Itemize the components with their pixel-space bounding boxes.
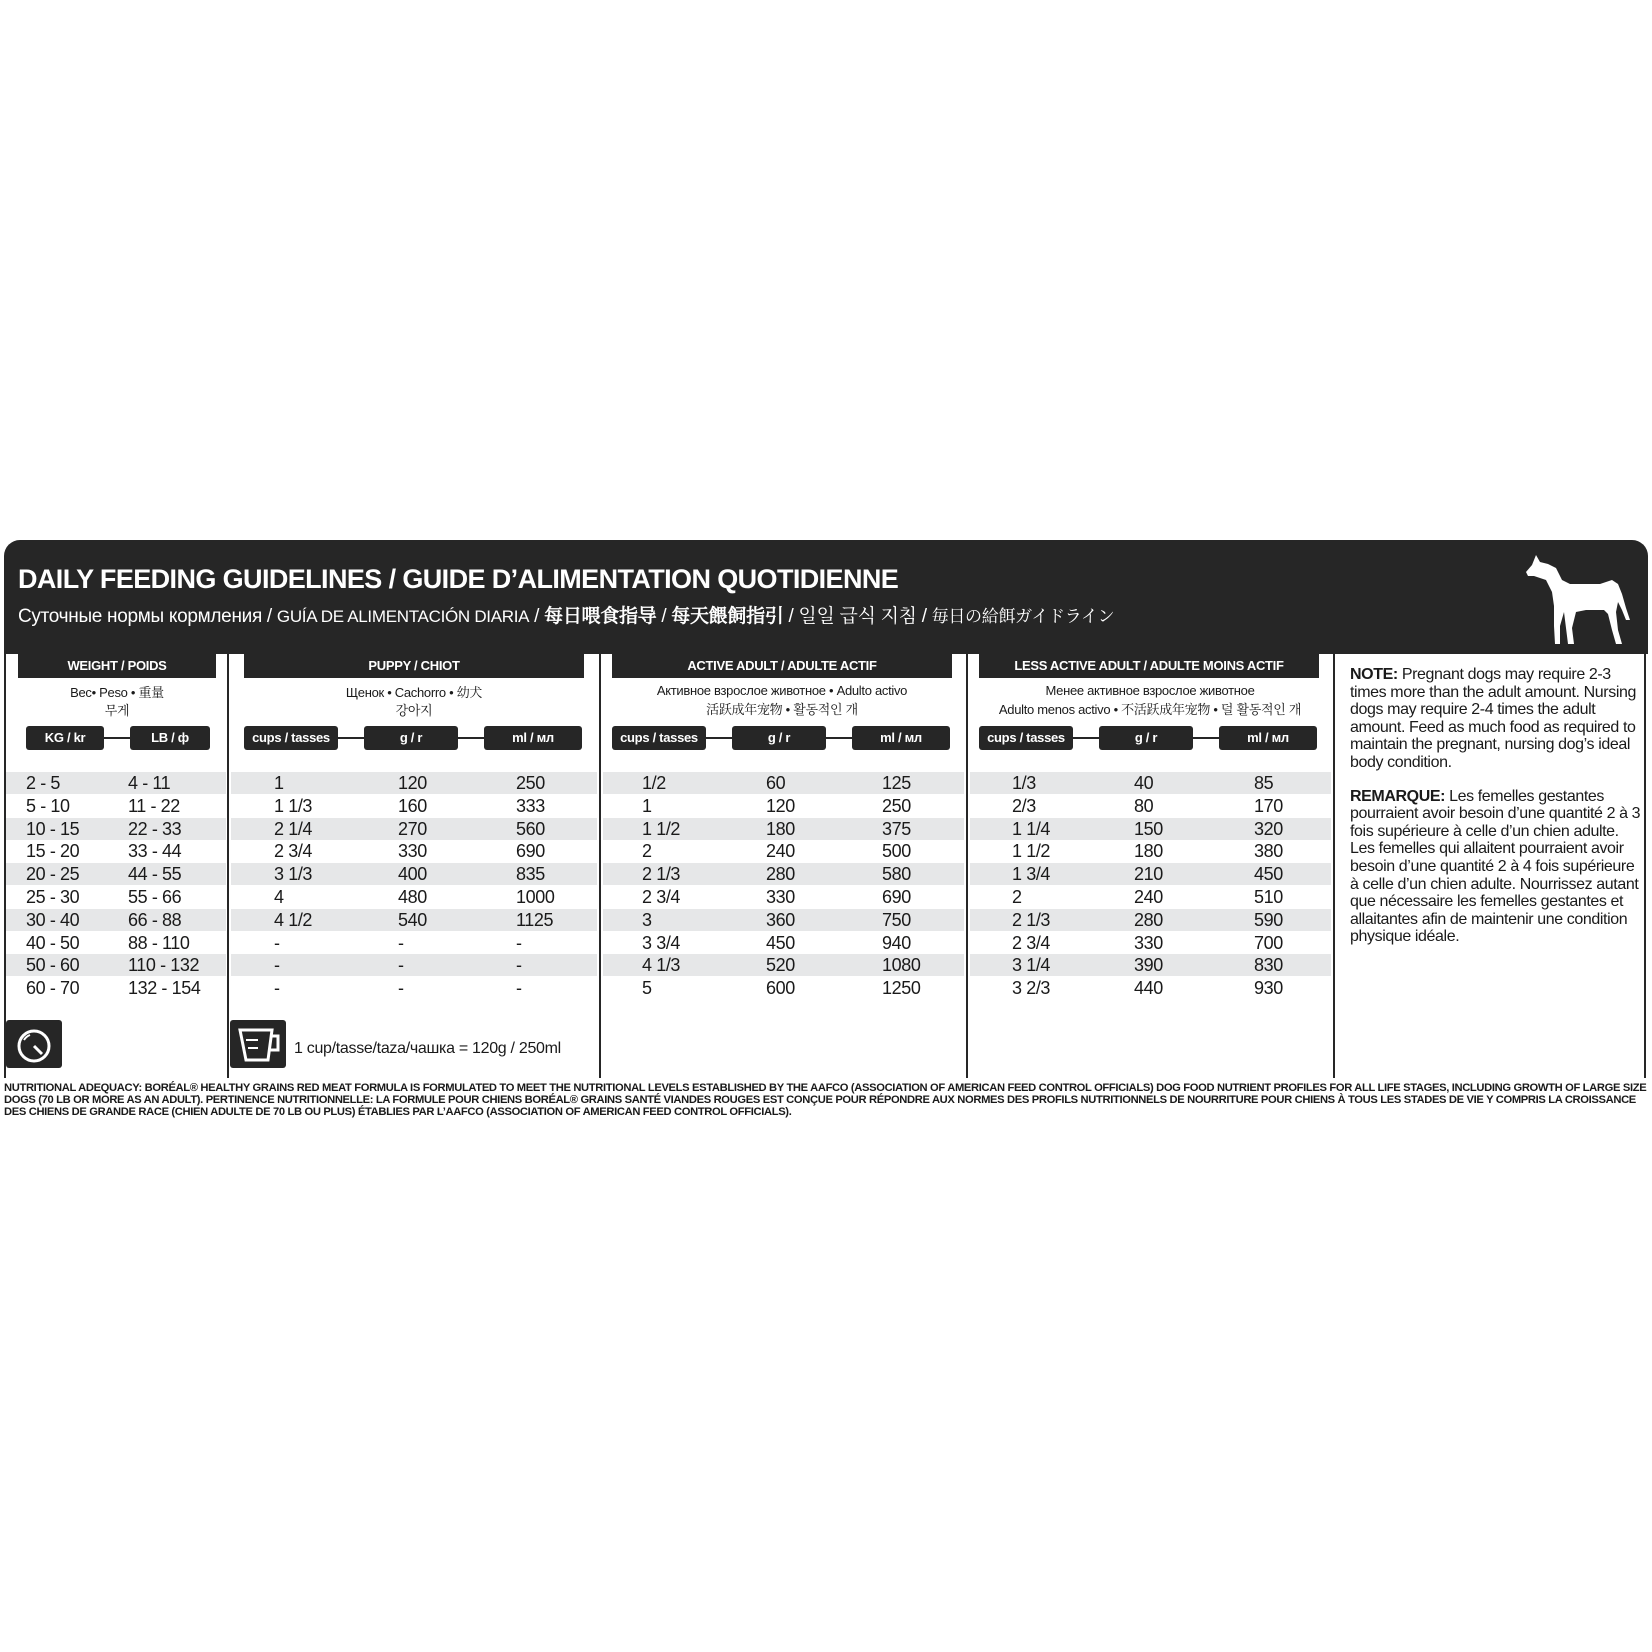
table-cell-lg: 180 xyxy=(1134,841,1163,862)
table-cell-ac: 3 xyxy=(642,909,652,930)
table-cell-lb: 55 - 66 xyxy=(128,887,182,907)
table-cell-lm: 450 xyxy=(1254,864,1283,885)
table-cell-pc: 3 1/3 xyxy=(274,864,313,885)
table-cell-pm: - xyxy=(516,932,522,953)
table-cell-pg: - xyxy=(398,932,404,953)
note-en-label: NOTE: xyxy=(1350,666,1398,683)
table-cell-kg: 30 - 40 xyxy=(26,909,80,930)
table-cell-lg: 80 xyxy=(1134,795,1154,816)
puppy-subtitle-ko: 강아지 xyxy=(395,703,433,718)
note-fr-label: REMARQUE: xyxy=(1350,787,1446,805)
table-cell-lb: 132 - 154 xyxy=(128,978,201,999)
subtitle-zh-tw: 每天餵飼指引 xyxy=(671,606,784,627)
table-cell-pc: - xyxy=(274,932,280,953)
table-cell-lg: 240 xyxy=(1134,887,1163,907)
table-cell-lg: 40 xyxy=(1134,773,1154,793)
table-cell-pg: 480 xyxy=(398,887,427,907)
separator: / xyxy=(783,606,799,627)
table-cell-pg: 330 xyxy=(398,841,427,862)
table-cell-pc: 4 1/2 xyxy=(274,909,313,930)
subtitle-ja: 毎日の給餌ガイドライン xyxy=(931,607,1115,626)
table-cell-kg: 40 - 50 xyxy=(26,932,80,953)
table-body xyxy=(4,654,1648,1078)
note-fr-text: Les femelles gestantes pourraient avoir besoin d’une quantité 2 à 3 fois supérieure à celle d’un chien adulte. Les femelles qui allaitent pourraient avoir besoin d’une quantité 2 à 4 fois supérieure à celle d’un chien adulte. Nourrissez autant que nécessaire les femelles gestantes et allaitantes afin de maintenir une condition physique idéale. xyxy=(1350,787,1641,946)
table-cell-pc: 1 1/3 xyxy=(274,795,313,816)
table-cell-kg: 50 - 60 xyxy=(26,955,80,976)
table-cell-am: 500 xyxy=(882,841,911,862)
table-cell-pm: 250 xyxy=(516,773,545,793)
active-subtitle-2: 活跃成年宠物 • 활동적인 개 xyxy=(706,702,858,717)
active-col-cups: cups / tasses xyxy=(612,726,706,750)
table-cell-lm: 700 xyxy=(1254,932,1283,953)
note-en-text: Pregnant dogs may require 2-3 times more than the adult amount. Nursing dogs may require 2-4 times the adult amount. Feed as much food as required to maintain the pregnant, nursing dog’s ideal body condition. xyxy=(1350,666,1636,771)
table-cell-pg: 270 xyxy=(398,818,427,839)
nutritional-adequacy-statement: NUTRITIONAL ADEQUACY: BORÉAL® HEALTHY GRAINS RED MEAT FORMULA IS FORMULATED TO MEET THE NUTRITIONAL LEVELS ESTABLISHED BY THE AAFCO (ASSOCIATION OF AMERICAN FEED CONTROL OFFICIALS) DOG FOOD NUTRIENT PROFILES FOR ALL LIFE STAGES, INCLUDING GROWTH OF LARGE SIZE DOGS (70 LB OR MORE AS AN ADULT). PERTINENCE NUTRITIONNELLE: LA FORMULE POUR CHIENS BORÉAL® GRAINS SANTÉ VIANDES ROUGES EST CONÇUE POUR RÉPONDRE AUX NORMES DES PROFILS NUTRITIONNELS DE NOURRITURE POUR CHIENS À TOUS LES STADES DE VIE Y COMPRIS LA CROISSANCE DES CHIENS DE GRANDE RACE (CHIEN ADULTE DE 70 LB OU PLUS) ÉTABLIES PAR L’AAFCO (ASSOCIATION OF AMERICAN FEED CONTROL OFFICIALS). xyxy=(4,1082,1647,1119)
table-cell-pg: - xyxy=(398,978,404,999)
note-block xyxy=(1350,666,1644,962)
table-cell-lb: 44 - 55 xyxy=(128,864,182,885)
separator: / xyxy=(916,606,932,627)
table-cell-lb: 22 - 33 xyxy=(128,818,182,839)
table-cell-lm: 320 xyxy=(1254,818,1283,839)
table-cell-ag: 360 xyxy=(766,909,795,930)
page-title: DAILY FEEDING GUIDELINES / GUIDE D’ALIMENTATION QUOTIDIENNE xyxy=(18,564,899,594)
table-cell-pg: - xyxy=(398,955,404,976)
table-cell-pg: 120 xyxy=(398,773,427,793)
table-cell-ag: 120 xyxy=(766,795,795,816)
table-cell-lm: 830 xyxy=(1254,955,1283,976)
table-cell-lm: 510 xyxy=(1254,887,1283,907)
puppy-col-ml: ml / мл xyxy=(484,726,582,750)
table-cell-lg: 330 xyxy=(1134,932,1163,953)
table-cell-lg: 150 xyxy=(1134,818,1163,839)
table-cell-kg: 2 - 5 xyxy=(26,773,61,793)
table-cell-pc: 2 1/4 xyxy=(274,818,313,839)
puppy-col-cups: cups / tasses xyxy=(244,726,338,750)
table-cell-kg: 60 - 70 xyxy=(26,978,80,999)
table-cell-ag: 600 xyxy=(766,978,795,999)
table-cell-pm: 333 xyxy=(516,795,545,816)
table-cell-am: 125 xyxy=(882,773,911,793)
less-active-section-title: LESS ACTIVE ADULT / ADULTE MOINS ACTIF xyxy=(979,654,1319,678)
table-cell-pm: 560 xyxy=(516,818,545,839)
table-cell-lc: 1 1/4 xyxy=(1012,818,1051,839)
table-cell-kg: 5 - 10 xyxy=(26,795,70,816)
subtitle-translations xyxy=(18,601,1114,628)
table-cell-pc: 1 xyxy=(274,773,284,793)
table-cell-am: 580 xyxy=(882,864,911,885)
table-cell-pc: 2 3/4 xyxy=(274,841,313,862)
feeding-guidelines-panel xyxy=(4,540,1648,1078)
note-en xyxy=(1350,666,1644,772)
frame-right xyxy=(1644,654,1646,1078)
separator: / xyxy=(261,606,277,627)
table-cell-ag: 450 xyxy=(766,932,795,953)
col-kg: KG / kr xyxy=(26,726,104,750)
table-cell-pg: 400 xyxy=(398,864,427,885)
table-cell-lc: 2/3 xyxy=(1012,795,1036,816)
separator: / xyxy=(529,606,545,627)
table-cell-am: 250 xyxy=(882,795,911,816)
table-cell-lc: 2 3/4 xyxy=(1012,932,1051,953)
subtitle-ru: Суточные нормы кормления xyxy=(18,606,262,627)
measuring-cup-icon xyxy=(230,1020,286,1068)
table-cell-pc: 4 xyxy=(274,887,284,907)
table-cell-lc: 1 3/4 xyxy=(1012,864,1051,885)
puppy-col-g: g / r xyxy=(364,726,458,750)
active-col-ml: ml / мл xyxy=(852,726,950,750)
table-cell-am: 750 xyxy=(882,909,911,930)
table-cell-lb: 110 - 132 xyxy=(128,955,200,976)
table-cell-am: 1080 xyxy=(882,955,921,976)
less-active-col-g: g / r xyxy=(1099,726,1193,750)
cup-conversion-note: 1 cup/tasse/taza/чашка = 120g / 250ml xyxy=(294,1040,561,1057)
frame-divider xyxy=(227,654,229,1078)
table-cell-ag: 60 xyxy=(766,773,786,793)
less-active-col-cups: cups / tasses xyxy=(979,726,1073,750)
table-cell-pg: 540 xyxy=(398,909,427,930)
table-cell-am: 375 xyxy=(882,818,911,839)
table-cell-lb: 66 - 88 xyxy=(128,909,182,930)
separator: / xyxy=(656,606,672,627)
table-cell-lg: 390 xyxy=(1134,955,1163,976)
subtitle-ko: 일일 급식 지침 xyxy=(798,606,917,627)
table-cell-lb: 4 - 11 xyxy=(128,773,171,793)
table-cell-lm: 170 xyxy=(1254,795,1283,816)
table-cell-ac: 1/2 xyxy=(642,773,666,793)
dog-silhouette-icon xyxy=(1522,550,1632,650)
subtitle-es: GUÍA DE ALIMENTACIÓN DIARIA xyxy=(276,607,530,626)
table-cell-pm: 1125 xyxy=(516,909,554,930)
table-cell-pm: 1000 xyxy=(516,887,555,907)
table-cell-lc: 1 1/2 xyxy=(1012,841,1051,862)
table-cell-am: 1250 xyxy=(882,978,921,999)
weight-subtitle-ko: 무게 xyxy=(104,703,130,718)
puppy-section-title: PUPPY / CHIOT xyxy=(244,654,584,678)
table-cell-am: 940 xyxy=(882,932,911,953)
table-cell-ag: 280 xyxy=(766,864,795,885)
table-cell-lc: 2 1/3 xyxy=(1012,909,1051,930)
active-col-g: g / r xyxy=(732,726,826,750)
table-cell-kg: 20 - 25 xyxy=(26,864,80,885)
table-cell-lg: 210 xyxy=(1134,864,1163,885)
active-subtitle: Активное взрослое животное • Adulto activo xyxy=(656,683,908,698)
table-cell-kg: 10 - 15 xyxy=(26,818,80,839)
table-cell-ac: 4 1/3 xyxy=(642,955,681,976)
header-bar xyxy=(4,540,1648,654)
note-fr xyxy=(1350,788,1644,946)
table-cell-lc: 1/3 xyxy=(1012,773,1036,793)
less-active-col-ml: ml / мл xyxy=(1219,726,1317,750)
table-cell-pc: - xyxy=(274,978,280,999)
table-cell-lb: 11 - 22 xyxy=(128,795,180,816)
less-active-subtitle: Менее активное взрослое животное xyxy=(1045,683,1255,698)
scale-icon xyxy=(6,1020,62,1068)
table-cell-lg: 440 xyxy=(1134,978,1163,999)
col-lb: LB / ф xyxy=(130,726,210,750)
active-section-title: ACTIVE ADULT / ADULTE ACTIF xyxy=(612,654,952,678)
table-cell-ac: 1 1/2 xyxy=(642,818,681,839)
row-stripe xyxy=(231,954,597,976)
table-cell-pc: - xyxy=(274,955,280,976)
frame-divider xyxy=(599,654,601,1078)
table-cell-lc: 3 1/4 xyxy=(1012,955,1051,976)
table-cell-kg: 15 - 20 xyxy=(26,841,80,862)
table-cell-ac: 5 xyxy=(642,978,652,999)
table-cell-ac: 1 xyxy=(642,795,652,816)
table-cell-lm: 930 xyxy=(1254,978,1283,999)
frame-divider xyxy=(1333,654,1335,1078)
table-cell-ag: 520 xyxy=(766,955,795,976)
table-cell-ag: 240 xyxy=(766,841,795,862)
table-cell-ac: 2 xyxy=(642,841,652,862)
table-cell-pm: 690 xyxy=(516,841,545,862)
table-cell-pm: - xyxy=(516,978,522,999)
table-cell-lm: 85 xyxy=(1254,773,1274,793)
table-cell-pm: - xyxy=(516,955,522,976)
table-cell-pg: 160 xyxy=(398,795,427,816)
table-cell-lc: 3 2/3 xyxy=(1012,978,1051,999)
table-cell-ag: 180 xyxy=(766,818,795,839)
table-cell-lb: 88 - 110 xyxy=(128,932,190,953)
table-cell-ac: 2 1/3 xyxy=(642,864,681,885)
weight-subtitle: Вес• Peso • 重量 xyxy=(70,685,164,700)
subtitle-zh-cn: 每日喂食指导 xyxy=(544,606,657,627)
table-cell-ac: 2 3/4 xyxy=(642,887,681,907)
table-cell-lm: 380 xyxy=(1254,841,1283,862)
table-cell-ac: 3 3/4 xyxy=(642,932,681,953)
table-cell-lb: 33 - 44 xyxy=(128,841,182,862)
table-cell-lg: 280 xyxy=(1134,909,1163,930)
table-cell-kg: 25 - 30 xyxy=(26,887,80,907)
puppy-subtitle: Щенок • Cachorro • 幼犬 xyxy=(345,685,483,700)
less-active-subtitle-2: Adulto menos activo • 不活跃成年宠物 • 덜 활동적인 개 xyxy=(998,702,1302,717)
table-cell-lc: 2 xyxy=(1012,887,1022,907)
table-cell-lm: 590 xyxy=(1254,909,1283,930)
frame-divider xyxy=(966,654,968,1078)
table-cell-ag: 330 xyxy=(766,887,795,907)
table-cell-pm: 835 xyxy=(516,864,545,885)
weight-section-title: WEIGHT / POIDS xyxy=(18,654,216,678)
table-cell-am: 690 xyxy=(882,887,911,907)
